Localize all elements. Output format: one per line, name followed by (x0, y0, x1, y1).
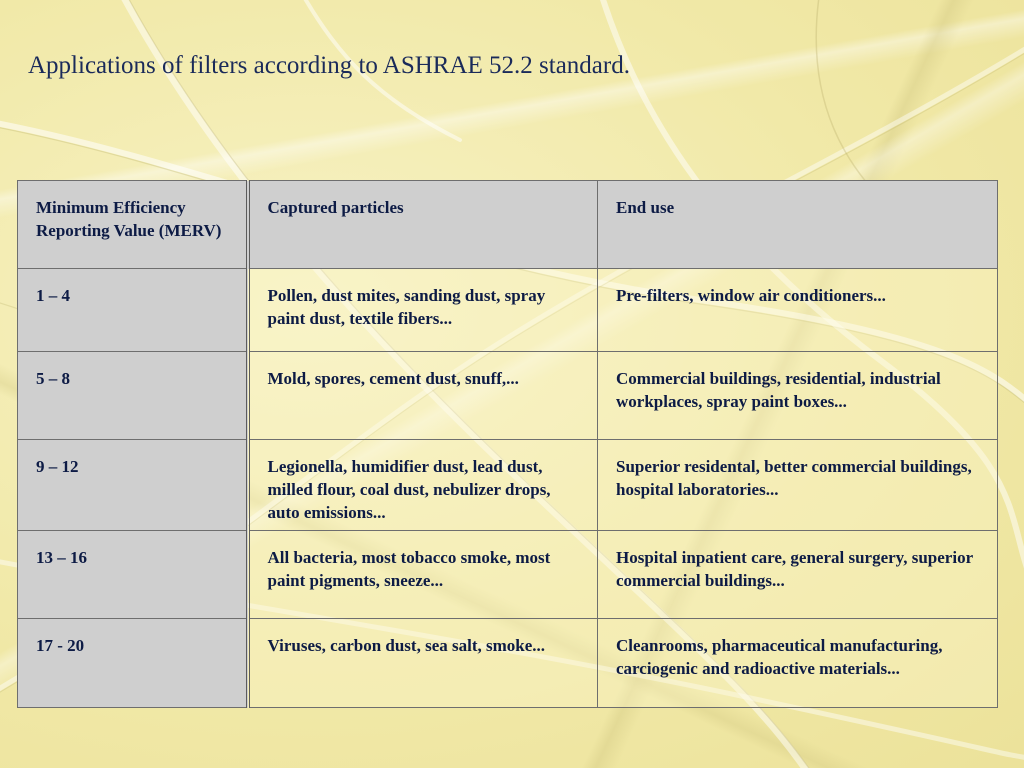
slide-title: Applications of filters according to ASHRAE 52.2 standard. (28, 52, 630, 79)
merv-applications-table (17, 180, 998, 708)
header-captured-particles: Captured particles (248, 181, 598, 269)
table-header-row (18, 181, 998, 269)
end-use-cell: Cleanrooms, pharmaceutical manufacturing, carciogenic and radioactive materials... (598, 619, 998, 708)
merv-range-cell: 17 - 20 (18, 619, 248, 708)
merv-range-cell: 9 – 12 (18, 440, 248, 531)
header-merv: Minimum Efficiency Reporting Value (MERV) (18, 181, 248, 269)
table-row (18, 269, 998, 352)
table-row (18, 531, 998, 619)
merv-range-cell: 5 – 8 (18, 352, 248, 440)
merv-range-cell: 13 – 16 (18, 531, 248, 619)
table-row (18, 440, 998, 531)
table-row (18, 619, 998, 708)
end-use-cell: Pre-filters, window air conditioners... (598, 269, 998, 352)
captured-particles-cell: Legionella, humidifier dust, lead dust, milled flour, coal dust, nebulizer drops, auto emissions... (248, 440, 598, 531)
header-end-use: End use (598, 181, 998, 269)
table-row (18, 352, 998, 440)
end-use-cell: Hospital inpatient care, general surgery, superior commercial buildings... (598, 531, 998, 619)
merv-range-cell: 1 – 4 (18, 269, 248, 352)
captured-particles-cell: Pollen, dust mites, sanding dust, spray paint dust, textile fibers... (248, 269, 598, 352)
merv-table-container (17, 180, 997, 708)
end-use-cell: Superior residental, better commercial buildings, hospital laboratories... (598, 440, 998, 531)
end-use-cell: Commercial buildings, residential, industrial workplaces, spray paint boxes... (598, 352, 998, 440)
captured-particles-cell: Mold, spores, cement dust, snuff,... (248, 352, 598, 440)
captured-particles-cell: All bacteria, most tobacco smoke, most paint pigments, sneeze... (248, 531, 598, 619)
captured-particles-cell: Viruses, carbon dust, sea salt, smoke... (248, 619, 598, 708)
